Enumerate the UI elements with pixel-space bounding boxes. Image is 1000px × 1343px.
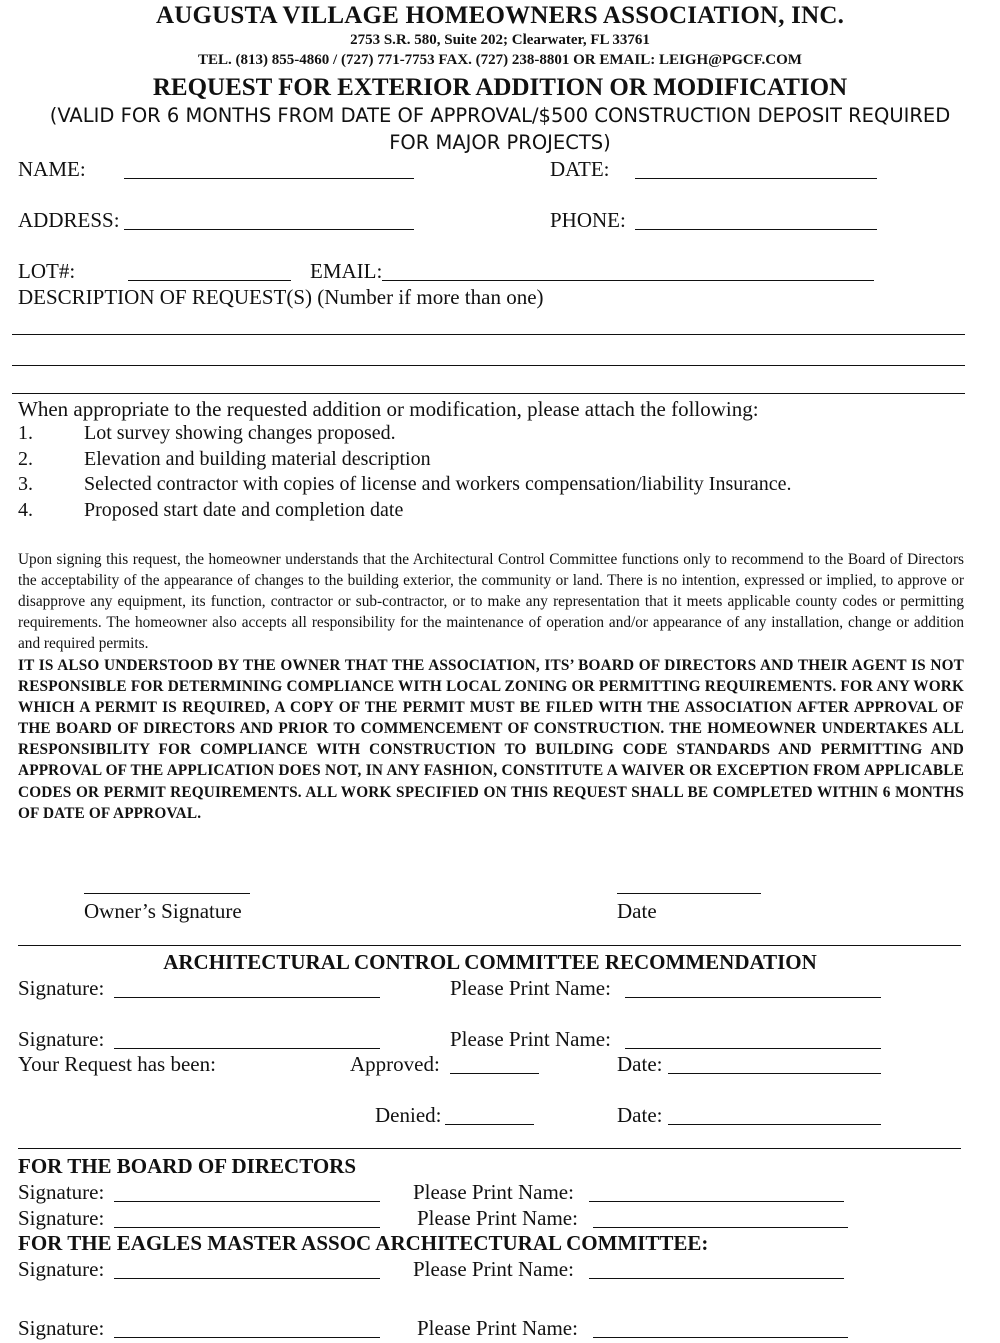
eagles-signature-line[interactable] <box>114 1337 380 1338</box>
terms-bold-paragraph: IT IS ALSO UNDERSTOOD BY THE OWNER THAT THE ASSOCIATION, ITS’ BOARD OF DIRECTORS AND THEIR AGENT IS NOT RESPONSIBLE FOR DETERMINING COMPLIANCE WITH LOCAL ZONING OR PERMITTING REQUIREMENTS. FOR ANY WORK WHICH A PERMIT IS REQUIRED, A COPY OF THE PERMIT MUST BE FILED WITH THE ASSOCIATION AFTER APPROVAL OF THE BOARD OF DIRECTORS AND PRIOR TO COMMENCEMENT OF CONSTRUCTION. THE HOMEOWNER UNDERTAKES ALL RESPONSIBILITY FOR COMPLIANCE WITH CONSTRUCTION TO BUILDING CODE STANDARDS AND PERMITTING AND APPROVAL OF THE APPLICATION DOES NOT, IN ANY FASHION, CONSTITUTE A WAIVER OR EXCEPTION FROM APPLICABLE CODES OR PERMIT REQUIREMENTS. ALL WORK SPECIFIED ON THIS REQUEST SHALL BE COMPLETED WITHIN 6 MONTHS OF DATE OF APPROVAL. <box>18 657 964 822</box>
email-field[interactable] <box>382 280 874 281</box>
eagles-print-name-label: Please Print Name: <box>413 1257 574 1281</box>
lot-field[interactable] <box>128 280 291 281</box>
board-print-name-label: Please Print Name: <box>413 1180 574 1204</box>
eagles-signature-label: Signature: <box>18 1316 105 1340</box>
request-status-label: Your Request has been: <box>18 1052 216 1076</box>
approved-label: Approved: <box>350 1052 440 1076</box>
board-print-name-line[interactable] <box>589 1201 844 1202</box>
section-divider <box>18 945 961 946</box>
acc-signature-label: Signature: <box>18 1027 105 1051</box>
owner-signature-line[interactable] <box>84 893 250 894</box>
address-field[interactable] <box>124 229 414 230</box>
approved-date-line[interactable] <box>668 1073 881 1074</box>
eagles-print-name-label: Please Print Name: <box>417 1316 578 1340</box>
description-line-1[interactable] <box>12 334 965 335</box>
denied-date-line[interactable] <box>668 1124 881 1125</box>
eagles-signature-line[interactable] <box>114 1278 380 1279</box>
owner-date-label: Date <box>617 899 657 923</box>
acc-print-name-label: Please Print Name: <box>450 1027 611 1051</box>
acc-signature-line[interactable] <box>114 1048 380 1049</box>
section-divider <box>18 1148 961 1149</box>
eagles-print-name-line[interactable] <box>593 1337 848 1338</box>
eagles-signature-label: Signature: <box>18 1257 105 1281</box>
eagles-title: FOR THE EAGLES MASTER ASSOC ARCHITECTURAL COMMITTEE: <box>18 1231 709 1255</box>
address-label: ADDRESS: <box>18 208 120 232</box>
description-label: DESCRIPTION OF REQUEST(S) (Number if more than one) <box>18 285 544 309</box>
date-label: DATE: <box>550 157 610 181</box>
phone-label: PHONE: <box>550 208 626 232</box>
attachment-item: Selected contractor with copies of license and workers compensation/liability Insurance. <box>84 473 792 495</box>
denied-line[interactable] <box>445 1124 534 1125</box>
attachment-number: 2. <box>18 448 33 470</box>
eagles-print-name-line[interactable] <box>589 1278 844 1279</box>
attachment-item: Proposed start date and completion date <box>84 499 404 521</box>
board-print-name-label: Please Print Name: <box>417 1206 578 1230</box>
acc-title: ARCHITECTURAL CONTROL COMMITTEE RECOMMENDATION <box>163 950 817 974</box>
lot-label: LOT#: <box>18 259 76 283</box>
attachment-item: Elevation and building material description <box>84 448 431 470</box>
date-field[interactable] <box>635 178 877 179</box>
validity-note-line1: (VALID FOR 6 MONTHS FROM DATE OF APPROVAL/$500 CONSTRUCTION DEPOSIT REQUIRED <box>49 104 951 127</box>
acc-signature-line[interactable] <box>114 997 380 998</box>
name-label: NAME: <box>18 157 86 181</box>
board-signature-label: Signature: <box>18 1180 105 1204</box>
attachment-number: 1. <box>18 422 33 444</box>
org-address: 2753 S.R. 580, Suite 202; Clearwater, FL 33761 <box>350 32 650 48</box>
description-line-3[interactable] <box>12 393 965 394</box>
board-title: FOR THE BOARD OF DIRECTORS <box>18 1154 356 1178</box>
email-label: EMAIL: <box>310 259 383 283</box>
attachment-number: 4. <box>18 499 33 521</box>
acc-print-name-label: Please Print Name: <box>450 976 611 1000</box>
board-signature-label: Signature: <box>18 1206 105 1230</box>
acc-print-name-line[interactable] <box>625 1048 881 1049</box>
attachments-intro: When appropriate to the requested addition or modification, please attach the following: <box>18 397 759 421</box>
approved-date-label: Date: <box>617 1052 663 1076</box>
name-field[interactable] <box>124 178 414 179</box>
attachment-item: Lot survey showing changes proposed. <box>84 422 396 444</box>
board-signature-line[interactable] <box>114 1227 380 1228</box>
org-name: AUGUSTA VILLAGE HOMEOWNERS ASSOCIATION, INC. <box>155 2 845 29</box>
denied-date-label: Date: <box>617 1103 663 1127</box>
approved-line[interactable] <box>450 1073 539 1074</box>
board-signature-line[interactable] <box>114 1201 380 1202</box>
attachment-number: 3. <box>18 473 33 495</box>
org-contact: TEL. (813) 855-4860 / (727) 771-7753 FAX. (727) 238-8801 OR EMAIL: LEIGH@PGCF.COM <box>198 52 802 68</box>
denied-label: Denied: <box>375 1103 442 1127</box>
form-title: REQUEST FOR EXTERIOR ADDITION OR MODIFICATION <box>152 74 848 101</box>
board-print-name-line[interactable] <box>593 1227 848 1228</box>
acc-print-name-line[interactable] <box>625 997 881 998</box>
acc-signature-label: Signature: <box>18 976 105 1000</box>
phone-field[interactable] <box>635 229 877 230</box>
validity-note-line2: FOR MAJOR PROJECTS) <box>389 131 611 154</box>
terms-paragraph: Upon signing this request, the homeowner understands that the Architectural Control Committee functions only to recommend to the Board of Directors the acceptability of the appearance of changes to the building exterior, the community or land. There is no intention, expressed or implied, to approve or disapprove any equipment, its function, contractor or sub-contractor, or to make any representation that it meets applicable county codes or permitting requirements. The homeowner also accepts all responsibility for the maintenance of operation and/or appearance of any installation, change or addition and required permits. <box>18 551 964 653</box>
owner-date-line[interactable] <box>617 893 761 894</box>
owner-signature-label: Owner’s Signature <box>84 899 242 923</box>
description-line-2[interactable] <box>12 365 965 366</box>
